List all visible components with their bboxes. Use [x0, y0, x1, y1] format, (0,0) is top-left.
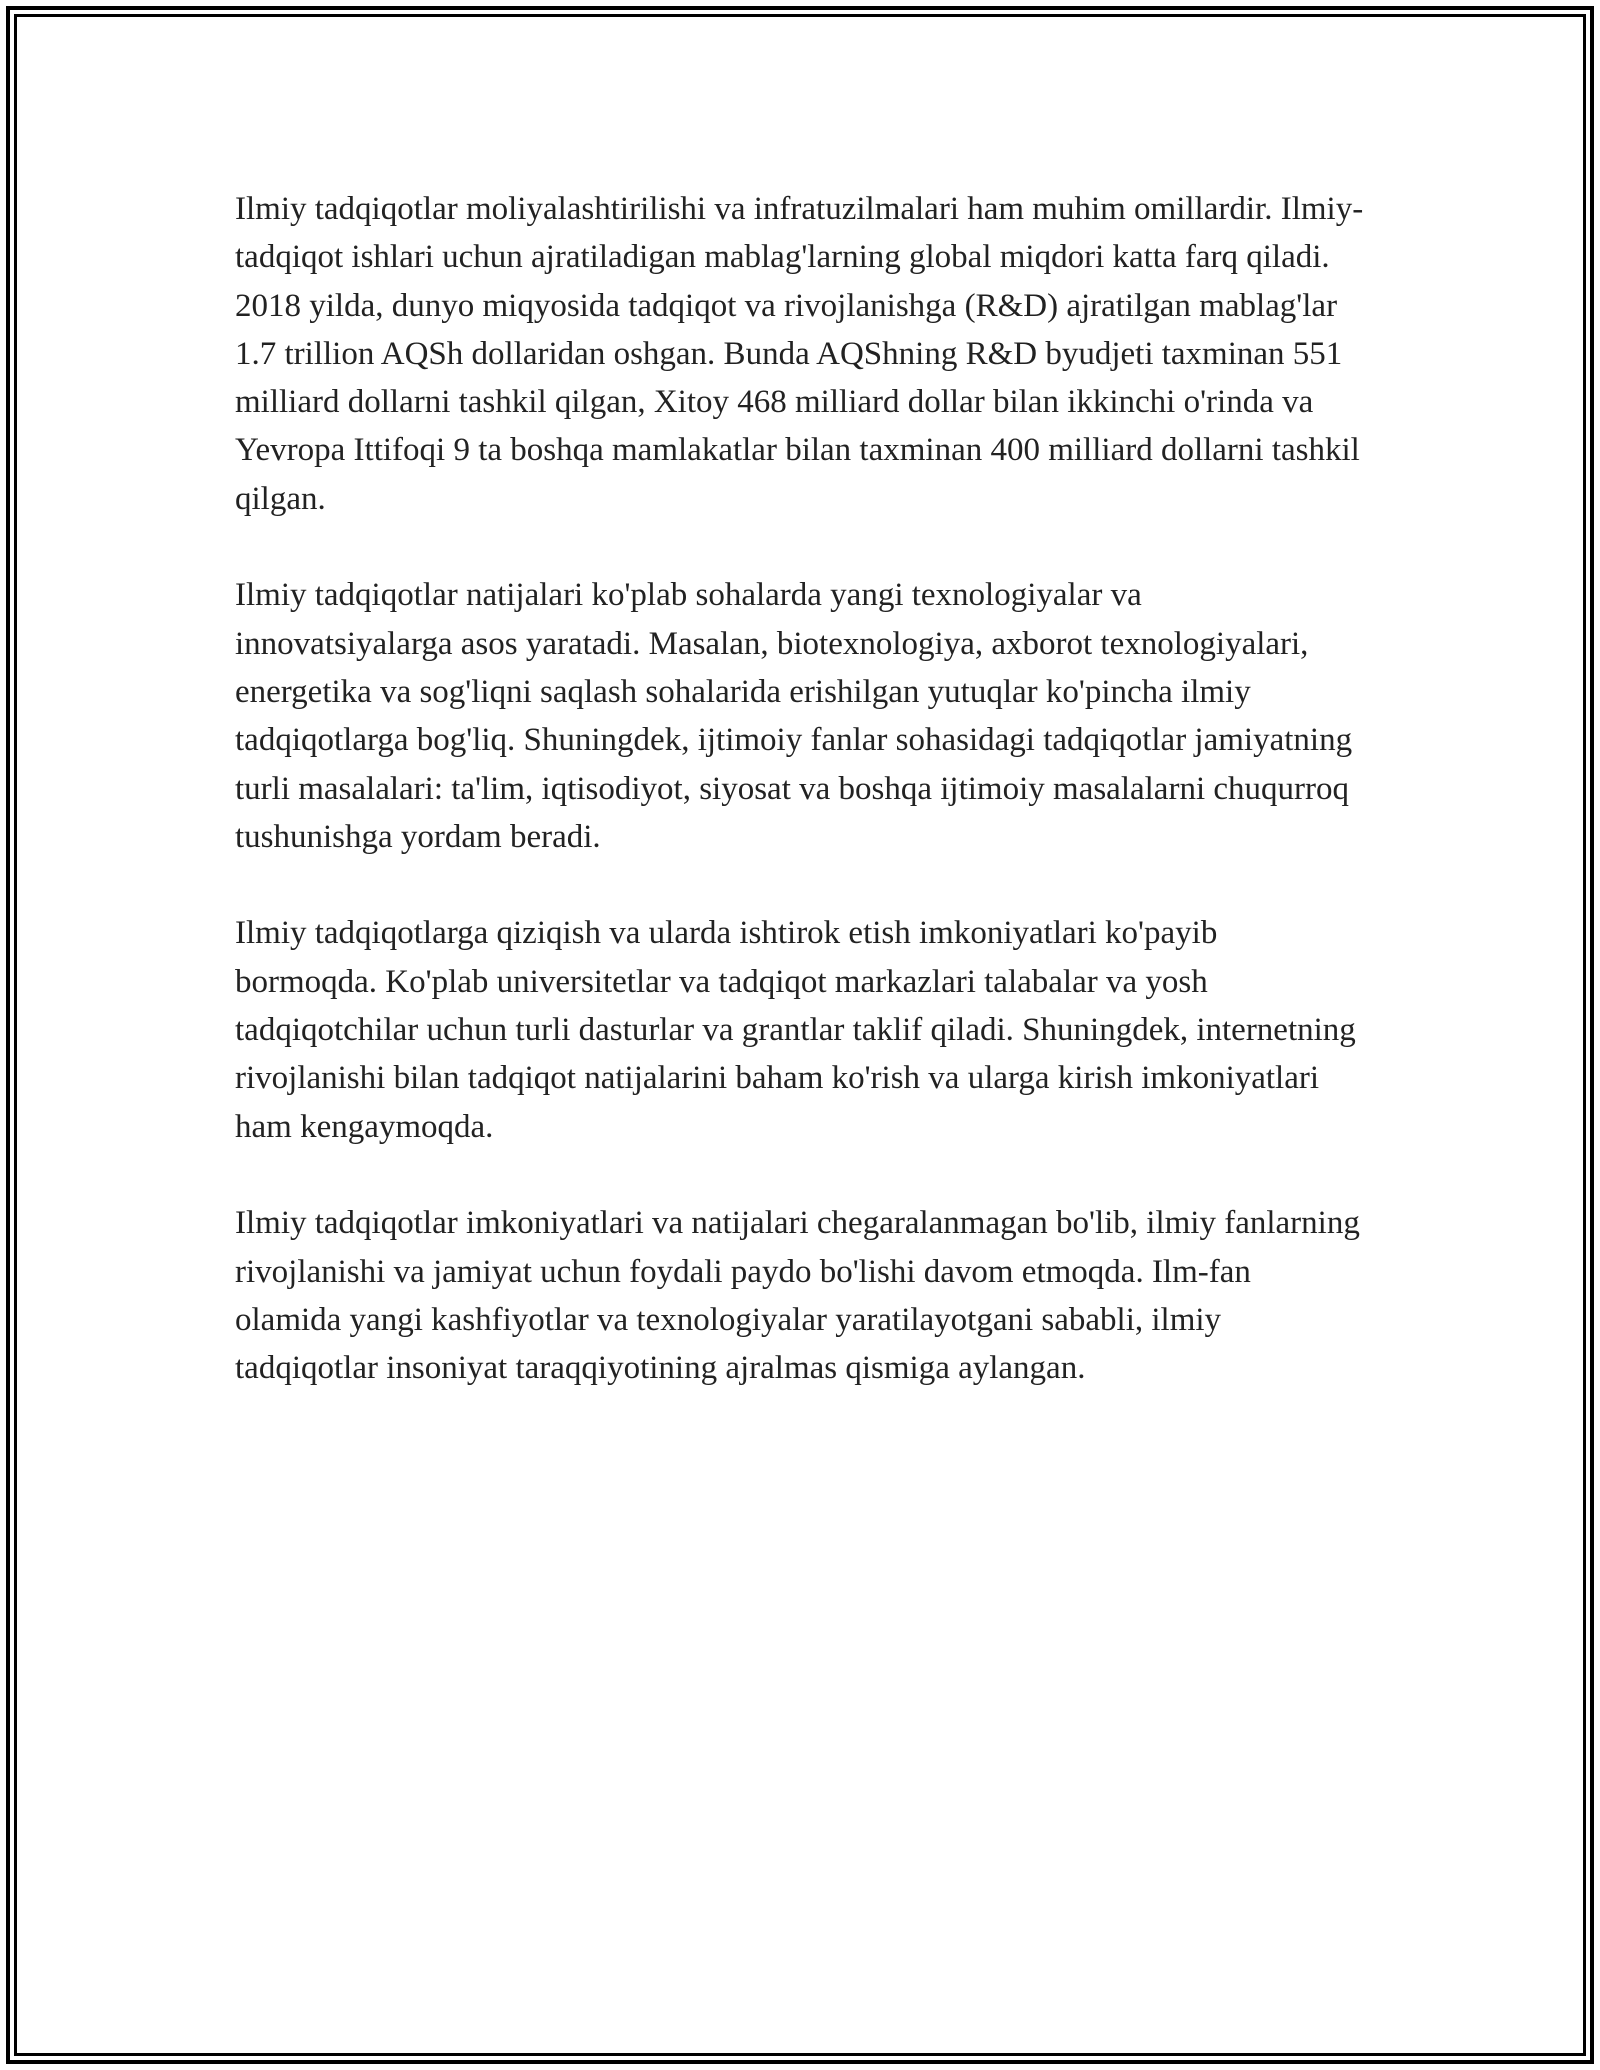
paragraph-opportunities: Ilmiy tadqiqotlarga qiziqish va ularda ishtirok etish imkoniyatlari ko'payib bormoqda. Ko'plab universitetlar va tadqiqot markazlari talabalar va yosh tadqiqotchilar uchun turli dasturlar va grantlar taklif qiladi. Shuningdek, internetning rivojlanishi bilan tadqiqot natijalarini baham ko'rish va ularga kirish imkoniyatlari ham kengaymoqda. — [235, 915, 1356, 1145]
paragraph-conclusion: Ilmiy tadqiqotlar imkoniyatlari va natijalari chegaralanmagan bo'lib, ilmiy fanlarning rivojlanishi va jamiyat uchun foydali paydo bo'lishi davom etmoqda. Ilm-fan olamida yangi kashfiyotlar va texnologiyalar yaratilayotgani sababli, ilmiy tadqiqotlar insoniyat taraqqiyotining ajralmas qismiga aylangan. — [235, 1205, 1360, 1387]
paragraph-funding: Ilmiy tadqiqotlar moliyalashtirilishi va infratuzilmalari ham muhim omillardir. Ilmiy-tadqiqot ishlari uchun ajratiladigan mablag'larning global miqdori katta farq qiladi. 2018 yilda, dunyo miqyosida tadqiqot va rivojlanishga (R&D) ajratilgan mablag'lar 1.7 trillion AQSh dollaridan oshgan. Bunda AQShning R&D byudjeti taxminan 551 milliard dollarni tashkil qilgan, Xitoy 468 milliard dollar bilan ikkinchi o'rinda va Yevropa Ittifoqi 9 ta boshqa mamlakatlar bilan taxminan 400 milliard dollarni tashkil qilgan. — [235, 191, 1364, 517]
document-body — [235, 185, 1365, 1441]
paragraph-results: Ilmiy tadqiqotlar natijalari ko'plab sohalarda yangi texnologiyalar va innovatsiyalarga asos yaratadi. Masalan, biotexnologiya, axborot texnologiyalari, energetika va sog'liqni saqlash sohalarida erishilgan yutuqlar ko'pincha ilmiy tadqiqotlarga bog'liq. Shuningdek, ijtimoiy fanlar sohasidagi tadqiqotlar jamiyatning turli masalalari: ta'lim, iqtisodiyot, siyosat va boshqa ijtimoiy masalalarni chuqurroq tushunishga yordam beradi. — [235, 577, 1353, 855]
